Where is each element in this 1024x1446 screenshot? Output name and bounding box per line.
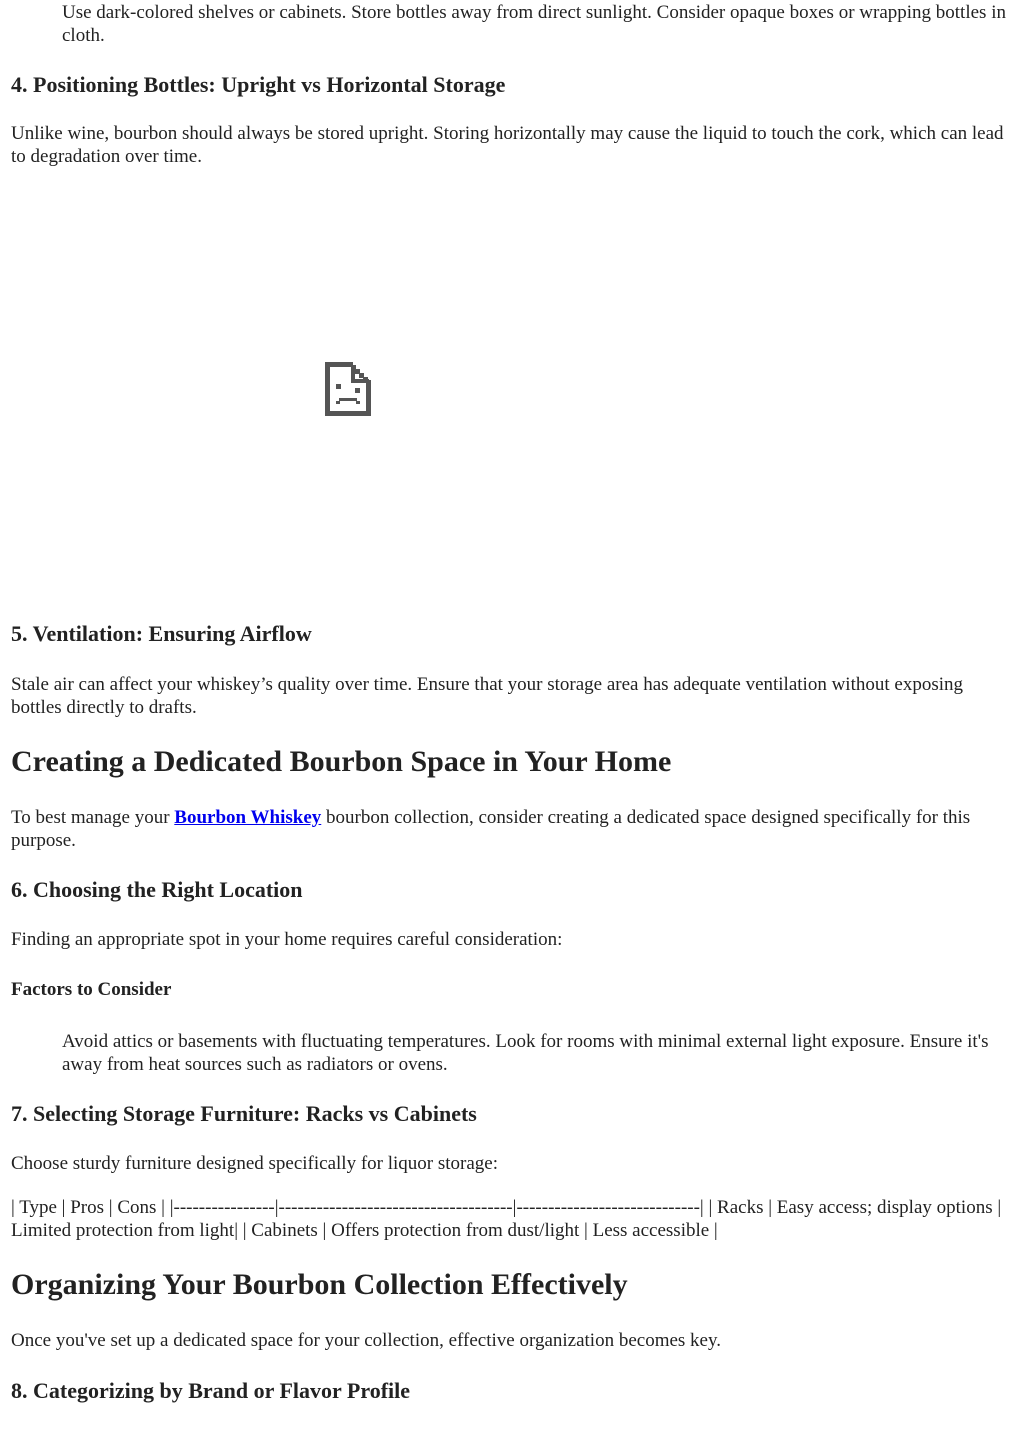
- storage-furniture-table-text: | Type | Pros | Cons | |----------------|-------------------------------------|-----------------------------| | Racks | Easy access; display options | Limited protection from light| | Cabinets | Offers protection from dust/light | Less accessible |: [11, 1197, 1002, 1241]
- organizing-body: Once you've set up a dedicated space for your collection, effective organization becomes key.: [11, 1330, 722, 1351]
- organizing-heading: Organizing Your Bourbon Collection Effectively: [11, 1268, 628, 1301]
- section-7-heading: 7. Selecting Storage Furniture: Racks vs Cabinets: [11, 1101, 477, 1126]
- dedicated-space-body-end: bourbon collection, consider creating a dedicated space designed specifically for this purpose.: [11, 807, 971, 851]
- factors-subheading: Factors to Consider: [11, 979, 172, 1000]
- section-6-heading: 6. Choosing the Right Location: [11, 877, 303, 902]
- section-4-heading: 4. Positioning Bottles: Upright vs Horizontal Storage: [11, 72, 506, 97]
- section-5-heading: 5. Ventilation: Ensuring Airflow: [11, 621, 312, 646]
- section-6-body: Finding an appropriate spot in your home requires careful consideration:: [11, 929, 563, 950]
- dedicated-space-heading: Creating a Dedicated Bourbon Space in Your Home: [11, 745, 672, 778]
- storage-tips-list: Use dark-colored shelves or cabinets. Store bottles away from direct sunlight. Consider opaque boxes or wrapping bottles in cloth.: [62, 2, 1006, 46]
- section-7-body: Choose sturdy furniture designed specifically for liquor storage:: [11, 1153, 499, 1174]
- dedicated-space-body: [11, 806, 1012, 852]
- factors-list: Avoid attics or basements with fluctuating temperatures. Look for rooms with minimal external light exposure. Ensure it's away from heat sources such as radiators or ovens.: [62, 1031, 989, 1075]
- section-4-body: Unlike wine, bourbon should always be stored upright. Storing horizontally may cause the liquid to touch the cork, which can lead to degradation over time.: [11, 123, 1004, 167]
- section-8-heading: 8. Categorizing by Brand or Flavor Profile: [11, 1378, 411, 1403]
- section-5-body: Stale air can affect your whiskey’s quality over time. Ensure that your storage area has adequate ventilation without exposing bottles directly to drafts.: [11, 674, 963, 718]
- dedicated-space-body-start: To best manage your: [11, 807, 175, 828]
- broken-image-icon: [323, 360, 373, 418]
- bourbon-whiskey-link[interactable]: Bourbon Whiskey: [174, 807, 322, 828]
